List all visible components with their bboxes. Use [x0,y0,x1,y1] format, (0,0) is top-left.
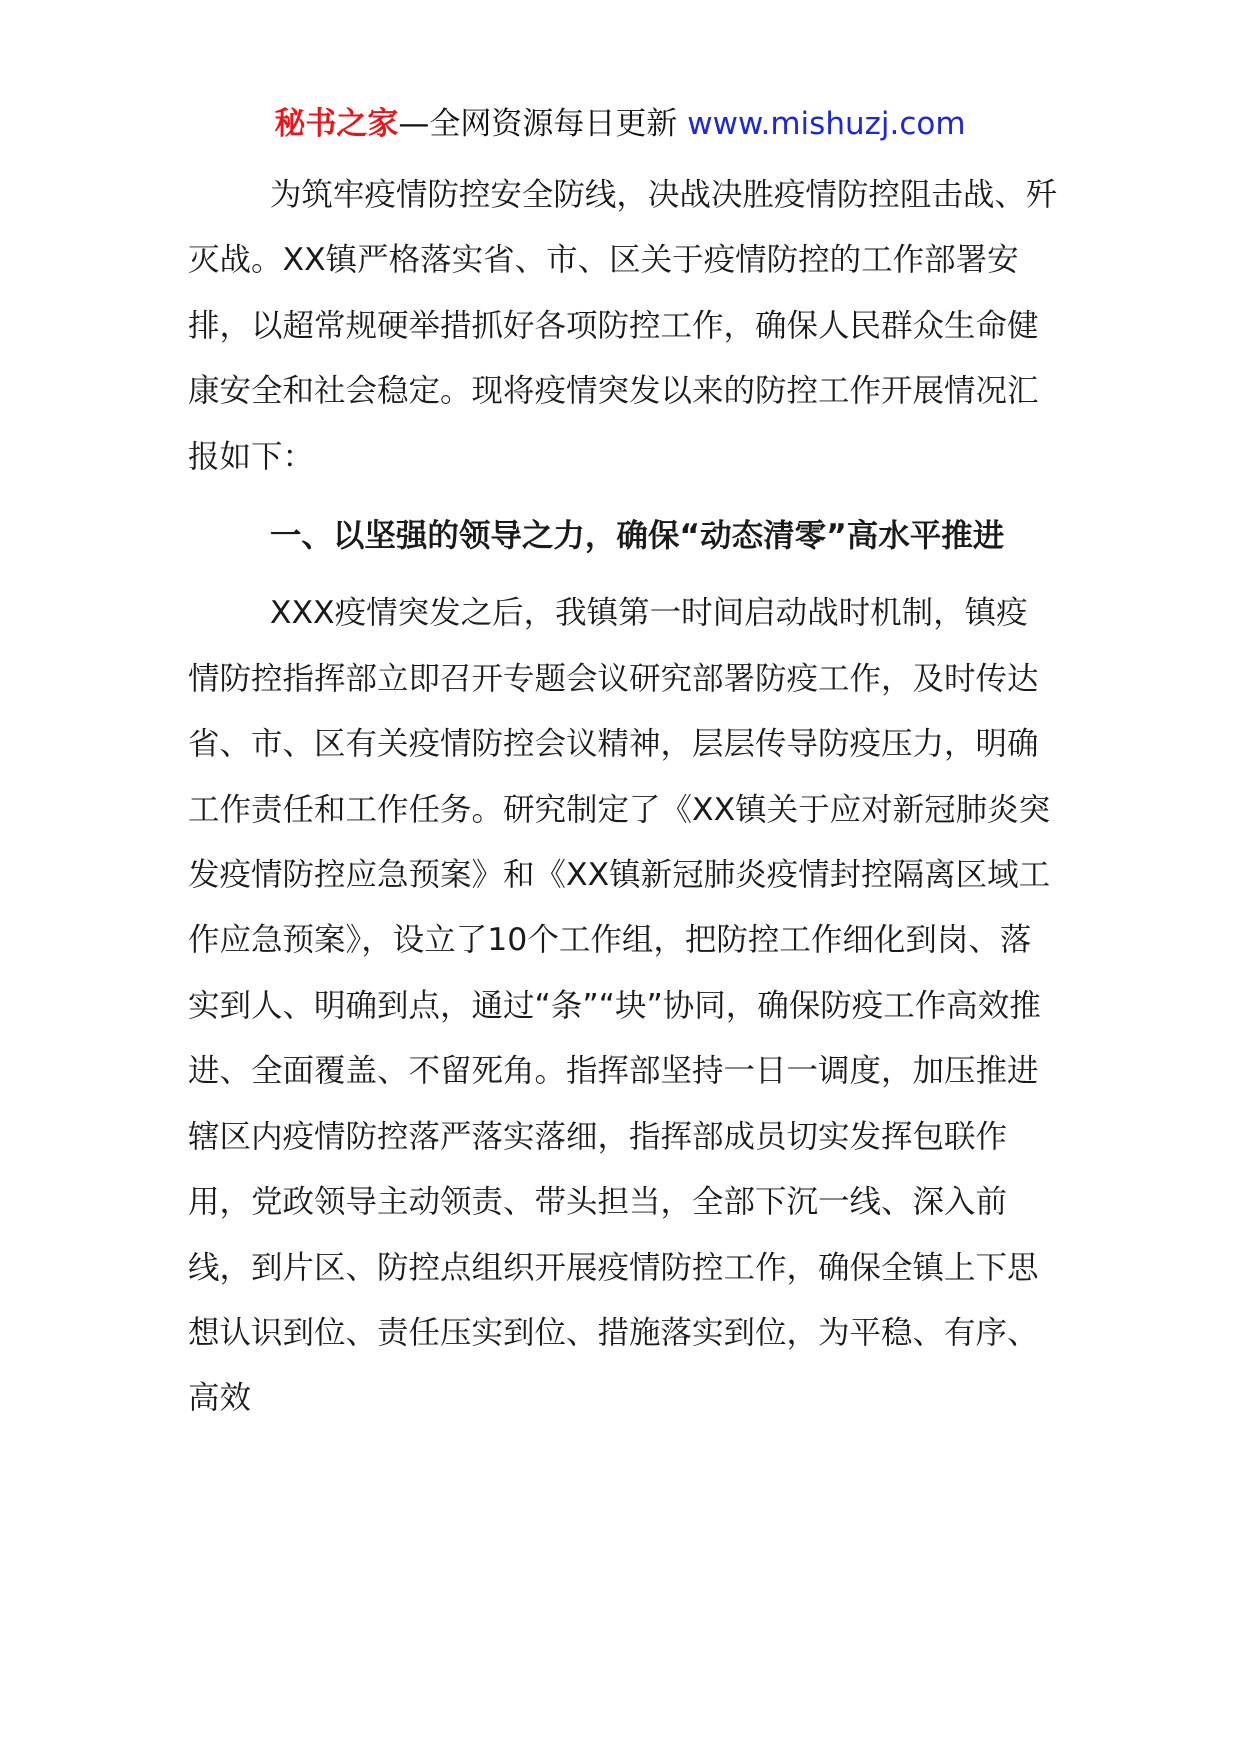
site-header [0,100,1240,148]
document-body [188,163,1058,1432]
brand-name: 秘书之家 [274,106,399,142]
section-1-paragraph: XXX疫情突发之后，我镇第一时间启动战时机制，镇疫情防控指挥部立即召开专题会议研究部署防疫工作，及时传达省、市、区有关疫情防控会议精神，层层传导防疫压力，明确工作责任和工作任务。研究制定了《XX镇关于应对新冠肺炎突发疫情防控应急预案》和《XX镇新冠肺炎疫情封控隔离区域工作应急预案》，设立了10个工作组，把防控工作细化到岗、落实到人、明确到点，通过“条”“块”协同，确保防疫工作高效推进、全面覆盖、不留死角。指挥部坚持一日一调度，加压推进辖区内疫情防控落严落实落细，指挥部成员切实发挥包联作用，党政领导主动领责、带头担当，全部下沉一线、深入前线，到片区、防控点组织开展疫情防控工作，确保全镇上下思想认识到位、责任压实到位、措施落实到位，为平稳、有序、高效 [188,595,1051,1417]
section-1-heading: 一、以坚强的领导之力，确保“动态清零”高水平推进 [269,518,1005,555]
header-tagline: —全网资源每日更新 [398,106,678,142]
site-url-link[interactable]: www.mishuzj.com [687,106,966,142]
intro-paragraph: 为筑牢疫情防控安全防线，决战决胜疫情防控阻击战、歼灭战。XX镇严格落实省、市、区关于疫情防控的工作部署安排，以超常规硬举措抓好各项防控工作，确保人民群众生命健康安全和社会稳定。现将疫情突发以来的防控工作开展情况汇报如下： [188,177,1058,475]
